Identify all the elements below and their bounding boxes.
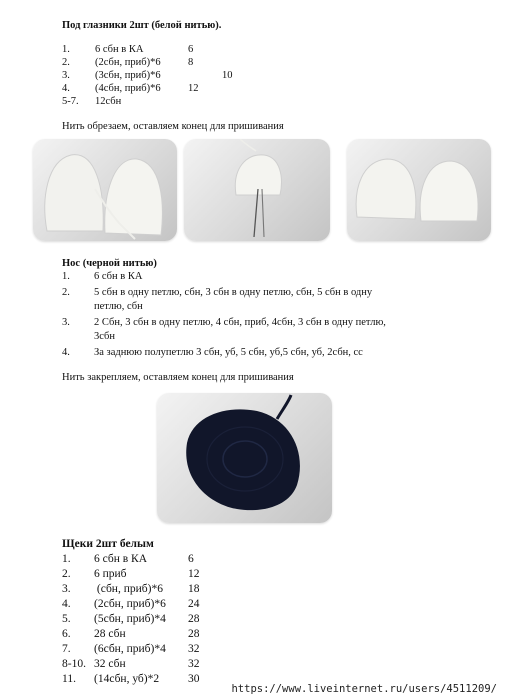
section2-note: Нить закрепляем, оставляем конец для пришивания xyxy=(62,372,294,383)
s3-row-6-text: 28 сбн xyxy=(94,628,126,640)
s1-row-4-count: 12 xyxy=(188,83,199,94)
black-nose-illustration xyxy=(157,393,332,523)
s3-row-5-count: 28 xyxy=(188,613,200,625)
s2-row-3-line-1: 2 Сбн, 3 сбн в одну петлю, 4 сбн, приб, 4сбн, 3 сбн в одну петлю, xyxy=(94,317,386,328)
s3-row-4-num: 4. xyxy=(62,598,71,610)
s2-row-1-num: 1. xyxy=(62,271,70,282)
section3-title: Щеки 2шт белым xyxy=(62,538,154,550)
s3-row-5-num: 5. xyxy=(62,613,71,625)
s3-row-3-count: 18 xyxy=(188,583,200,595)
s2-row-3-line-2: 3сбн xyxy=(94,331,115,342)
s3-row-2-count: 12 xyxy=(188,568,200,580)
photo-white-pieces xyxy=(33,139,177,241)
s1-row-4-text: (4сбн, приб)*6 xyxy=(95,83,161,94)
s1-row-3-count: 10 xyxy=(222,70,233,81)
s3-row-8-count: 32 xyxy=(188,658,200,670)
photo-piece-on-needle xyxy=(184,139,330,241)
white-pieces-illustration xyxy=(33,139,177,241)
s2-row-2-num: 2. xyxy=(62,287,70,298)
s1-row-1-text: 6 сбн в КА xyxy=(95,44,144,55)
s3-row-6-num: 6. xyxy=(62,628,71,640)
photo-black-nose xyxy=(157,393,332,523)
s3-row-9-text: (14сбн, уб)*2 xyxy=(94,673,160,685)
s1-row-2-text: (2сбн, приб)*6 xyxy=(95,57,161,68)
s3-row-1-text: 6 сбн в КА xyxy=(94,553,148,565)
s3-row-7-count: 32 xyxy=(188,643,200,655)
s3-row-6-count: 28 xyxy=(188,628,200,640)
s3-row-8-text: 32 сбн xyxy=(94,658,126,670)
s1-row-1-count: 6 xyxy=(188,44,194,55)
photo-finished-pieces xyxy=(347,139,491,241)
s3-row-7-text: (6сбн, приб)*4 xyxy=(94,643,166,655)
footer-url[interactable]: https://www.liveinternet.ru/users/4511209/ xyxy=(231,683,497,695)
needle-piece-illustration xyxy=(184,139,330,241)
s2-row-2-line-2: петлю, сбн xyxy=(94,301,143,312)
s1-row-3-text: (3сбн, приб)*6 xyxy=(95,70,161,81)
section1-title: Под глазники 2шт (белой нитью). xyxy=(62,20,222,31)
s3-row-1-num: 1. xyxy=(62,553,71,565)
s1-row-5-num: 5-7. xyxy=(62,96,79,107)
s3-row-4-text: (2сбн, приб)*6 xyxy=(94,598,166,610)
s2-row-1-line-1: 6 сбн в КА xyxy=(94,271,143,282)
s1-row-5-text: 12сбн xyxy=(95,96,122,107)
s3-row-5-text: (5сбн, приб)*4 xyxy=(94,613,166,625)
s3-row-2-num: 2. xyxy=(62,568,71,580)
section2-title: Нос (черной нитью) xyxy=(62,258,157,269)
s3-row-2-text: 6 приб xyxy=(94,568,127,580)
s3-row-3-text: (сбн, приб)*6 xyxy=(94,583,163,595)
s2-row-4-num: 4. xyxy=(62,347,70,358)
s1-row-4-num: 4. xyxy=(62,83,70,94)
s3-row-7-num: 7. xyxy=(62,643,71,655)
s1-row-2-count: 8 xyxy=(188,57,194,68)
section1-note: Нить обрезаем, оставляем конец для пришивания xyxy=(62,121,284,132)
s1-row-1-num: 1. xyxy=(62,44,70,55)
finished-pieces-illustration xyxy=(347,139,491,241)
s2-row-2-line-1: 5 сбн в одну петлю, сбн, 3 сбн в одну петлю, сбн, 5 сбн в одну xyxy=(94,287,373,298)
s2-row-4-line-1: За заднюю полупетлю 3 сбн, уб, 5 сбн, уб,5 сбн, уб, 2сбн, сс xyxy=(94,347,363,358)
s3-row-9-num: 11. xyxy=(62,673,76,685)
s3-row-9-count: 30 xyxy=(188,673,200,685)
s1-row-3-num: 3. xyxy=(62,70,70,81)
s2-row-3-num: 3. xyxy=(62,317,70,328)
s3-row-1-count: 6 xyxy=(188,553,194,565)
s3-row-4-count: 24 xyxy=(188,598,200,610)
s3-row-3-num: 3. xyxy=(62,583,71,595)
s3-row-8-num: 8-10. xyxy=(62,658,86,670)
s1-row-2-num: 2. xyxy=(62,57,70,68)
